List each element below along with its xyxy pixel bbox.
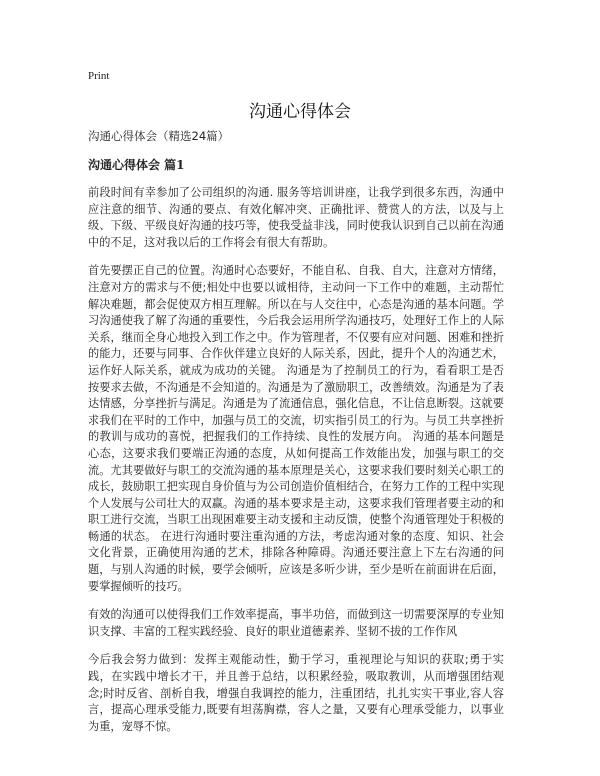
paragraph: 首先要摆正自己的位置。沟通时心态要好，不能自私、自我、自大，注意对方情绪，注意对方的需求与不便;相处中也要以诚相待，主动问一下工作中的难题，主动帮忙解决难题，都会促使双方相互理解。所以在与人交往中，心态是沟通的基本问题。学习沟通使我了解了沟通的重要性，今后我会运用所学沟通技巧，处理好工作上的人际关系，继而全身心地投入到工作之中。作为管理者，不仅要有应对问题、困难和挫折的能力，还要与同事、合作伙伴建立良好的人际关系，因此，提升个人的沟通艺术，运作好人际关系，就成为成功的关键。 沟通是为了控制员工的行为，看看职工是否按要求去做，不沟通是不会知道的。沟通是为了激励职工，改善绩效。沟通是为了表达情感，分享挫折与满足。沟通是为了流通信息，强化信息，不让信息断裂。这就要求我们在平时的工作中，加强与员工的交流，切实指引员工的行为。与员工共享挫折的教训与成功的喜悦，把握我们的工作持续、良性的发展方向。 沟通的基本问题是心态，这要求我们要端正沟通的态度，从如何提高工作效能出发，加强与职工的交流。尤其要做好与职工的交流沟通的基本原理是关心，这要求我们要时刻关心职工的成长，鼓励职工把实现自身价值与为公司创造价值相结合，在努力工作的工程中实现个人发展与公司壮大的双赢。沟通的基本要求是主动，这要求我们管理者要主动的和职工进行交流，当职工出现困难要主动支援和主动反馈，使整个沟通管理处于积极的畅通的状态。 在进行沟通时要注重沟通的方法，考虑沟通对象的态度、知识、社会文化背景，正确使用沟通的艺术，排除各种障碍。沟通还要注意上下左右沟通的问题，与别人沟通的时候，要学会倾听，应该是多听少讲，至少是听在前面讲在后面，要掌握倾听的技巧。: [88, 264, 504, 593]
print-link[interactable]: Print: [88, 70, 110, 82]
document-subtitle: 沟通心得体会（精选24篇）: [88, 129, 230, 143]
paragraph: 前段时间有幸参加了公司组织的沟通. 服务等培训讲座，让我学到很多东西，沟通中应注意的细节、沟通的要点、有效化解冲突、正确批评、赞赏人的方法，以及与上级、下级、平级良好沟通的技巧等，使我受益非浅，同时使我认识到自己以前在沟通中的不足，这对我以后的工作将会有很大有帮助。: [88, 186, 504, 249]
paragraph: 今后我会努力做到：发挥主观能动性，勤于学习，重视理论与知识的获取;勇于实践，在实践中增长才干，并且善于总结，以积累经验，吸取教训，从而增强团结观念;时时反省、剖析自我，增强自我调控的能力，注重团结，扎扎实实干事业,容人容言，提高心理承受能力,既要有坦荡胸襟，容人之量，又要有心理承受能力，以事业为重，宠辱不惊。: [88, 653, 504, 733]
document-title: 沟通心得体会: [249, 102, 351, 122]
section-heading: 沟通心得体会 篇1: [88, 158, 185, 172]
paragraph: 有效的沟通可以使得我们工作效率提高，事半功倍，而做到这一切需要深厚的专业知识支撑、丰富的工程实践经验、良好的职业道德素养、坚韧不拔的工作作风: [88, 608, 504, 638]
document-body: [88, 128, 504, 747]
